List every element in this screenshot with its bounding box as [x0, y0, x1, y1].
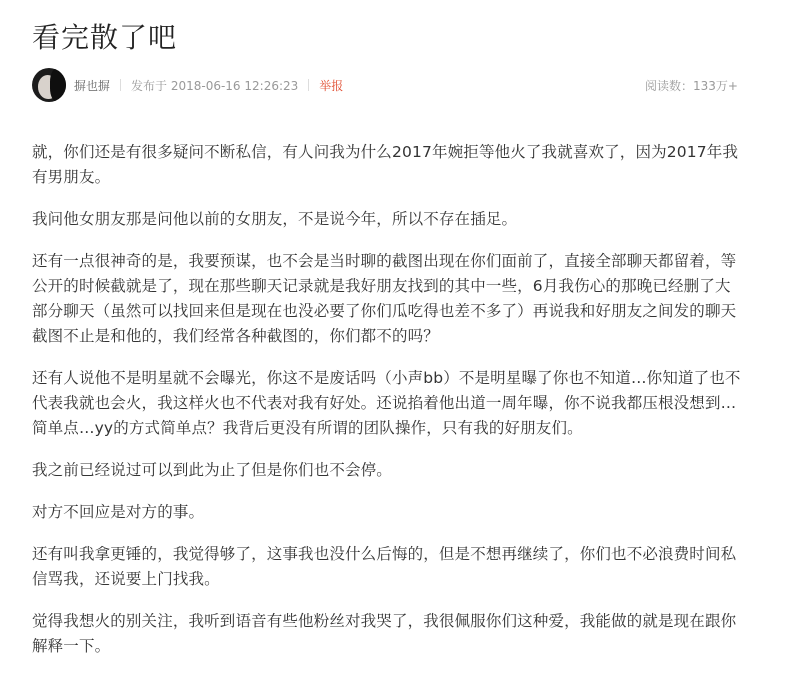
article-paragraph: 还有人说他不是明星就不会曝光，你这不是废话吗（小声bb）不是明星曝了你也不知道…你知道了也不代表我就也会火，我这样火也不代表对我有好处。还说掐着他出道一周年曝，你不说我都压根没想到…简单点…yy的方式简单点？我背后更没有所谓的团队操作，只有我的好朋友们。: [32, 369, 741, 437]
avatar-hair: [50, 68, 66, 102]
article-paragraph: 我问他女朋友那是问他以前的女朋友，不是说今年，所以不存在插足。: [32, 210, 518, 228]
report-link[interactable]: 举报: [319, 78, 344, 93]
article-meta: [32, 68, 738, 102]
meta-divider: [120, 79, 121, 91]
article-paragraph: 还有一点很神奇的是，我要预谋，也不会是当时聊的截图出现在你们面前了，直接全部聊天都留着，等公开的时候截就是了，现在那些聊天记录就是我好朋友找到的其中一些，6月我伤心的那晚已经删了大部分聊天（虽然可以找回来但是现在也没必要了你们瓜吃得也差不多了）再说我和好朋友之间发的聊天截图不止是和他的，我们经常各种截图的，你们都不的吗？: [32, 252, 737, 345]
article-paragraph: 还有叫我拿更锤的，我觉得够了，这事我也没什么后悔的，但是不想再继续了，你们也不必浪费时间私信骂我，还说要上门找我。: [32, 545, 737, 588]
publish-time: 发布于 2018-06-16 12:26:23: [131, 78, 299, 93]
article-paragraph: 对方不回应是对方的事。: [32, 503, 205, 521]
read-count: 阅读数：133万+: [645, 78, 738, 93]
article-body: [32, 140, 742, 676]
article-paragraph: 我之前已经说过可以到此为止了但是你们也不会停。: [32, 461, 392, 479]
article-paragraph: 就，你们还是有很多疑问不断私信，有人问我为什么2017年婉拒等他火了我就喜欢了，因为2017年我有男朋友。: [32, 143, 739, 186]
article-paragraph: 觉得我想火的别关注，我听到语音有些他粉丝对我哭了，我很佩服你们这种爱，我能做的就是现在跟你解释一下。: [32, 612, 737, 655]
author-name[interactable]: 摒也摒: [74, 78, 111, 93]
meta-divider: [308, 79, 309, 91]
author-avatar[interactable]: [32, 68, 66, 102]
article-title: 看完散了吧: [32, 21, 178, 54]
